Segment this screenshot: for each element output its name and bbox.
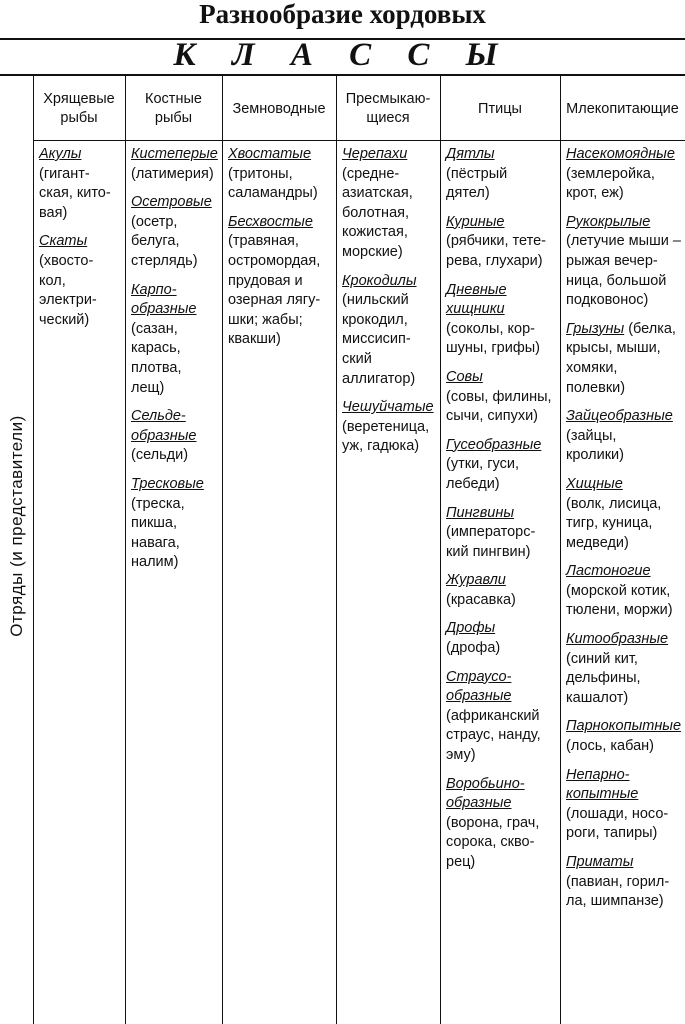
column-orders <box>228 145 334 359</box>
order-item <box>446 213 558 272</box>
order-item <box>566 562 683 621</box>
order-name: Дятлы <box>446 146 495 162</box>
order-representatives: (ворона, грач, сорока, скво- рец) <box>446 814 540 870</box>
header-rule <box>33 140 685 141</box>
order-item <box>39 232 123 330</box>
column-orders <box>131 145 220 582</box>
order-name: Ластоногие <box>566 563 651 580</box>
order-name: Журавли <box>446 572 506 589</box>
order-item <box>342 272 438 390</box>
order-name: Куриные <box>446 213 505 230</box>
column-orders <box>342 145 438 466</box>
order-representatives: (средне- азиатская, болотная, кожистая, морские) <box>342 165 413 260</box>
order-item <box>566 320 683 398</box>
order-name: Воробьино- образные <box>446 775 525 812</box>
order-item <box>446 504 558 563</box>
order-name: Дневные хищники <box>446 281 507 318</box>
order-representatives: (рябчики, тете- рева, глухари) <box>446 233 546 269</box>
column-header: Пресмыкаю- щиеся <box>345 91 431 126</box>
order-item <box>566 766 683 844</box>
order-representatives: (павиан, горил- ла, шимпанзе) <box>566 873 670 910</box>
orders-side-label: Отряды (и представители) <box>7 415 26 637</box>
order-item <box>566 717 683 756</box>
order-name: Зайцеобразные <box>566 408 673 425</box>
order-item <box>446 619 558 658</box>
order-representatives: (морской котик, тюлени, моржи) <box>566 582 673 619</box>
classes-heading: К Л А С С Ы <box>173 37 512 73</box>
order-item <box>131 281 220 399</box>
order-name: Крокодилы <box>342 272 417 289</box>
order-item <box>566 630 683 708</box>
order-name: Бесхвостые <box>228 213 313 230</box>
order-representatives: (осетр, белуга, стерлядь) <box>131 213 198 269</box>
order-name: Рукокрылые <box>566 213 651 230</box>
order-item <box>566 213 683 311</box>
order-item <box>446 145 558 204</box>
order-name: Кистеперые <box>131 146 218 162</box>
order-representatives: (латимерия) <box>131 165 214 182</box>
order-name: Страусо- образные <box>446 668 512 705</box>
order-item <box>131 145 220 184</box>
order-representatives: (треска, пикша, навага, налим) <box>131 495 185 571</box>
order-name: Скаты <box>39 233 88 250</box>
order-representatives: (красавка) <box>446 591 516 608</box>
order-representatives: (африканский страус, нанду, эму) <box>446 707 541 764</box>
classes-rule <box>0 74 685 76</box>
column-header: Хрящевые рыбы <box>43 91 115 126</box>
order-name: Гусеобразные <box>446 436 542 453</box>
column-divider <box>440 76 441 1024</box>
order-name: Черепахи <box>342 146 408 162</box>
order-name: Акулы <box>39 146 82 162</box>
column-divider <box>33 76 34 1024</box>
order-name: Грызуны <box>566 320 625 337</box>
column-orders <box>566 145 683 921</box>
order-representatives: (тритоны, саламандры) <box>228 165 318 202</box>
order-name: Карпо- образные <box>131 281 197 318</box>
order-item <box>566 145 683 204</box>
order-name: Парнокопытные <box>566 718 682 735</box>
order-item <box>39 145 123 223</box>
order-name: Совы <box>446 368 483 385</box>
order-representatives: (гигант- ская, кито- вая) <box>39 165 111 221</box>
column-divider <box>336 76 337 1024</box>
order-representatives: (лошади, носо- роги, тапиры) <box>566 805 669 842</box>
order-representatives: (дрофа) <box>446 640 501 657</box>
order-name: Насекомоядные <box>566 146 675 162</box>
column-divider <box>222 76 223 1024</box>
order-name: Непарно- копытные <box>566 766 639 803</box>
order-item <box>446 668 558 766</box>
page-title: Разнообразие хордовых <box>199 0 486 29</box>
order-item <box>566 475 683 553</box>
order-representatives: (нильский крокодил, миссисип- ский аллигатор) <box>342 292 416 387</box>
order-representatives: (веретеница, уж, гадюка) <box>342 418 430 455</box>
order-name: Приматы <box>566 854 634 870</box>
order-item <box>342 145 438 263</box>
order-representatives: (утки, гуси, лебеди) <box>446 456 519 492</box>
column-orders <box>446 145 558 882</box>
order-name: Сельде- образные <box>131 408 197 444</box>
order-item <box>131 475 220 573</box>
column-divider <box>560 76 561 1024</box>
order-representatives: (совы, филины, сычи, сипухи) <box>446 388 552 425</box>
order-item <box>446 436 558 495</box>
column-header: Млекопитающие <box>566 100 679 117</box>
order-name: Дрофы <box>446 620 496 637</box>
order-item <box>566 407 683 466</box>
order-name: Осетровые <box>131 194 212 211</box>
order-item <box>446 775 558 873</box>
order-representatives: (белка, крысы, мыши, хомяки, полевки) <box>566 320 676 396</box>
order-representatives: (летучие мыши – рыжая вечер- ница, большой подковонос) <box>566 233 681 309</box>
order-name: Тресковые <box>131 475 204 492</box>
column-header: Птицы <box>478 100 522 117</box>
column-header: Земноводные <box>232 100 326 117</box>
order-name: Пингвины <box>446 504 514 521</box>
order-item <box>228 213 334 350</box>
order-name: Китообразные <box>566 631 669 648</box>
order-representatives: (землеройка, крот, еж) <box>566 165 655 202</box>
order-name: Хвостатые <box>228 146 312 162</box>
order-representatives: (зайцы, кролики) <box>566 427 624 464</box>
order-item <box>228 145 334 204</box>
order-representatives: (сельди) <box>131 447 189 464</box>
order-representatives: (соколы, кор- шуны, грифы) <box>446 320 541 357</box>
order-item <box>131 407 220 466</box>
order-representatives: (пёстрый дятел) <box>446 165 508 202</box>
order-item <box>342 398 438 457</box>
order-item <box>131 193 220 271</box>
order-representatives: (сазан, карась, плотва, лещ) <box>131 320 182 396</box>
order-item <box>446 281 558 359</box>
order-name: Хищные <box>566 475 623 492</box>
order-representatives: (травяная, остромордая, прудовая и озерная лягу- шки; жабы; квакши) <box>228 233 321 348</box>
order-representatives: (хвосто- кол, электри- ческий) <box>39 252 97 328</box>
order-representatives: (синий кит, дельфины, кашалот) <box>566 650 641 706</box>
order-item <box>446 571 558 610</box>
order-representatives: (волк, лисица, тигр, куница, медведи) <box>566 495 662 551</box>
order-item <box>446 368 558 427</box>
order-representatives: (императорс- кий пингвин) <box>446 524 536 560</box>
order-name: Чешуйчатые <box>342 399 434 416</box>
column-orders <box>39 145 123 339</box>
column-divider <box>125 76 126 1024</box>
column-header: Костные рыбы <box>145 91 202 126</box>
order-item <box>566 853 683 912</box>
order-representatives: (лось, кабан) <box>566 738 654 755</box>
